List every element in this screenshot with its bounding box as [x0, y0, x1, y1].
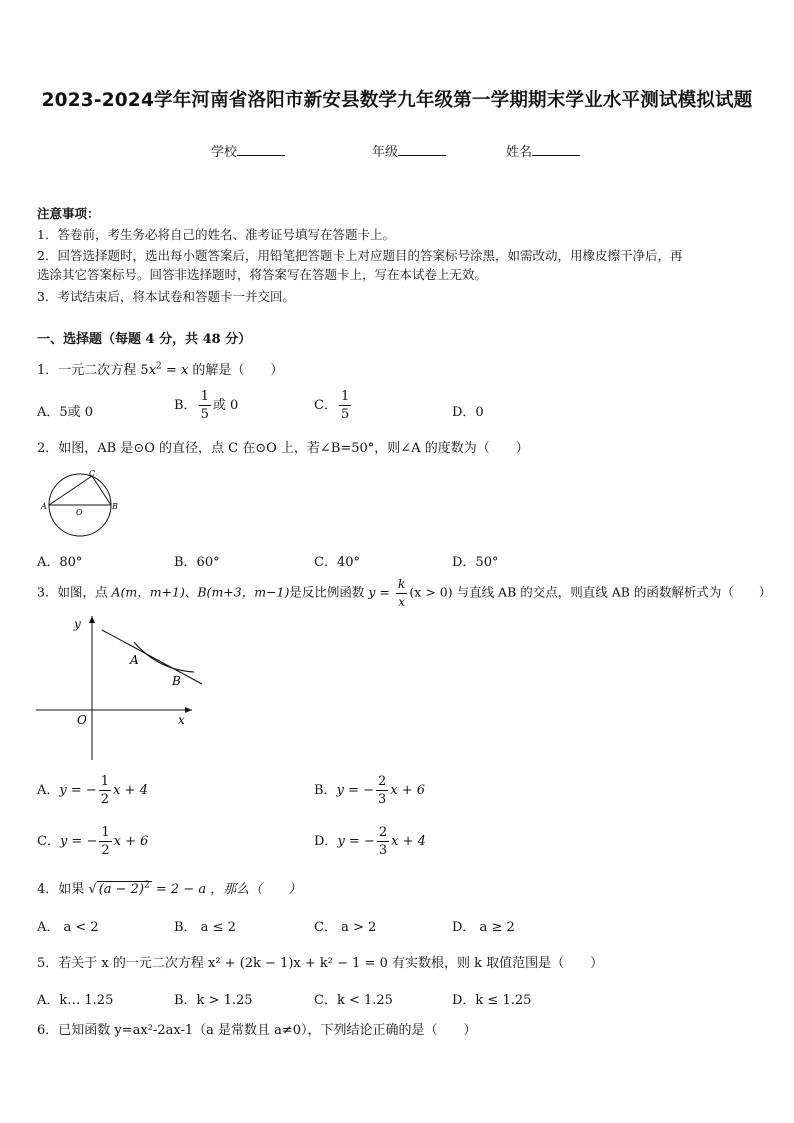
q1-option-b-tail: 或 0 — [212, 398, 239, 413]
q3-option-b-post: x + 6 — [390, 783, 426, 798]
chord-cb — [92, 476, 111, 505]
q5-option-d[interactable]: D．k ≤ 1.25 — [452, 993, 532, 1008]
denominator: x — [398, 593, 406, 609]
label-y: y — [74, 617, 81, 631]
q3-option-b-label: B． — [314, 783, 337, 798]
question-1 — [37, 359, 283, 378]
q5-option-b[interactable]: B．k > 1.25 — [174, 993, 253, 1008]
denominator: 3 — [378, 843, 388, 858]
numerator: 1 — [340, 389, 350, 404]
q3-option-b-pre: y = − — [336, 783, 374, 798]
q2-option-a[interactable]: A．80° — [37, 555, 83, 570]
q1-option-c[interactable] — [314, 390, 353, 421]
line-ab — [102, 630, 202, 684]
q3-option-c[interactable] — [37, 826, 148, 857]
q3-option-d-fraction — [377, 826, 389, 857]
x-axis-arrow — [185, 707, 192, 713]
numerator: 2 — [378, 825, 388, 840]
label-a: A — [41, 502, 47, 511]
q1-option-a[interactable]: A．5或 0 — [37, 405, 94, 420]
q3-option-a-fraction — [99, 775, 111, 806]
name-label: 姓名 — [506, 145, 533, 160]
question-3 — [37, 578, 771, 608]
q3-option-b-fraction — [376, 775, 388, 806]
label-o: O — [77, 713, 87, 727]
numerator: k — [396, 578, 408, 594]
q4-option-a[interactable]: A． a < 2 — [37, 920, 99, 935]
function-graph — [36, 612, 206, 764]
question-6: 6．已知函数 y=ax²-2ax-1（a 是常数且 a≠0），下列结论正确的是（ ） — [37, 1023, 477, 1038]
numerator: 1 — [101, 825, 110, 840]
notice-item-3: 3．考试结束后，将本试卷和答题卡一并交回。 — [37, 289, 295, 304]
q2-option-c[interactable]: C．40° — [314, 555, 360, 570]
label-b: B — [112, 502, 118, 511]
q1-option-b[interactable] — [174, 390, 238, 421]
q4-text-pre: 4．如果 — [37, 882, 89, 897]
q3-option-d-pre: y = − — [337, 834, 375, 849]
q3-cond: (x > 0) — [409, 584, 453, 600]
label-o: O — [76, 508, 83, 517]
q1-option-b-label: B． — [174, 398, 197, 413]
q2-option-d[interactable]: D．50° — [452, 555, 499, 570]
denominator: 3 — [377, 792, 387, 807]
notice-item-2b: 选涂其它答案标号。回答非选择题时，将答案写在答题卡上，写在本试卷上无效。 — [37, 267, 488, 282]
grade-blank — [398, 143, 446, 156]
sqrt-radicand — [97, 881, 152, 897]
section-heading: 一、选择题（每题 4 分，共 48 分） — [37, 332, 252, 347]
q5-option-a[interactable]: A．k… 1.25 — [37, 993, 114, 1008]
q4-text-post: = 2 − a ，那么（ ） — [151, 882, 302, 897]
q3-option-c-fraction — [99, 826, 111, 857]
school-blank — [237, 143, 285, 156]
chord-ac — [49, 476, 92, 505]
q1-exp: 2 — [156, 361, 162, 372]
denominator: 2 — [101, 843, 110, 858]
q4-radicand: (a − 2) — [98, 882, 145, 897]
q1-var: x — [148, 363, 157, 378]
q4-option-c[interactable]: C． a > 2 — [314, 920, 377, 935]
q3-fraction — [396, 578, 408, 608]
numerator: 1 — [200, 389, 209, 404]
label-c: C — [89, 470, 96, 478]
q3-sep: 、 — [184, 584, 198, 600]
hyperbola-curve — [134, 642, 194, 672]
notice-item-2a: 2．回答选择题时，选出每小题答案后，用铅笔把答题卡上对应题目的答案标号涂黑，如需改动，用橡皮擦干净后，再 — [37, 248, 683, 263]
q3-text-mid: 是反比例函数 — [289, 584, 369, 600]
q3-option-d-post: x + 4 — [391, 834, 426, 849]
q1-eq: = — [161, 363, 181, 378]
sqrt-sign: √ — [88, 882, 97, 897]
q3-option-a[interactable] — [37, 775, 148, 806]
notice-heading: 注意事项： — [37, 206, 100, 221]
q1-option-c-label: C． — [314, 398, 337, 413]
q1-option-c-fraction — [339, 390, 351, 421]
q3-text-post: 与直线 AB 的交点，则直线 AB 的函数解析式为（ ） — [452, 584, 772, 600]
grade-label: 年级 — [372, 145, 399, 160]
q3-y: y = — [368, 584, 394, 600]
q4-option-d[interactable]: D． a ≥ 2 — [452, 920, 515, 935]
question-2: 2．如图，AB 是⊙O 的直径，点 C 在⊙O 上，若∠B=50°，则∠A 的度数为（ ） — [37, 441, 529, 456]
q3-option-b[interactable] — [314, 775, 425, 806]
q1-text-post: 的解是（ ） — [188, 363, 284, 378]
q3-option-a-pre: y = − — [59, 783, 97, 798]
question-5: 5．若关于 x 的一元二次方程 x² + (2k − 1)x + k² − 1 = 0 有实数根，则 k 取值范围是（ ） — [37, 956, 604, 971]
q4-option-b[interactable]: B． a ≤ 2 — [174, 920, 236, 935]
q3-option-a-post: x + 4 — [113, 783, 148, 798]
q3-point-a: A(m，m+1) — [111, 584, 185, 600]
y-axis-arrow — [89, 616, 95, 623]
q3-text-pre: 3．如图，点 — [37, 584, 112, 600]
notice-item-1: 1．答卷前，考生务必将自己的姓名、准考证号填写在答题卡上。 — [37, 227, 395, 242]
q1-option-b-fraction — [199, 390, 211, 421]
q5-option-c[interactable]: C．k < 1.25 — [314, 993, 393, 1008]
q3-option-d[interactable] — [314, 826, 426, 857]
name-field — [506, 141, 580, 160]
page-title: 2023-2024学年河南省洛阳市新安县数学九年级第一学期期末学业水平测试模拟试题 — [41, 90, 753, 111]
q3-point-b: B(m+3，m−1) — [197, 584, 290, 600]
denominator: 2 — [100, 792, 110, 807]
school-field — [211, 141, 285, 160]
numerator: 2 — [377, 774, 387, 789]
q1-var2: x — [180, 363, 189, 378]
q3-option-a-label: A． — [37, 783, 60, 798]
q3-option-c-label: C． — [37, 834, 60, 849]
denominator: 5 — [200, 407, 209, 422]
q3-option-d-label: D． — [314, 834, 338, 849]
school-label: 学校 — [211, 145, 238, 160]
circle-figure — [40, 470, 120, 540]
label-a: A — [130, 653, 139, 667]
q3-option-c-post: x + 6 — [113, 834, 149, 849]
grade-field — [372, 141, 446, 160]
q4-exp: 2 — [144, 880, 150, 891]
q1-option-d[interactable]: D．0 — [452, 405, 484, 420]
label-b: B — [172, 674, 181, 688]
name-blank — [532, 143, 580, 156]
q2-option-b[interactable]: B．60° — [174, 555, 220, 570]
denominator: 5 — [340, 407, 350, 422]
question-4 — [37, 878, 301, 897]
numerator: 1 — [100, 774, 110, 789]
q3-option-c-pre: y = − — [59, 834, 98, 849]
q1-text-pre: 1．一元二次方程 5 — [37, 363, 149, 378]
label-x: x — [178, 713, 185, 727]
